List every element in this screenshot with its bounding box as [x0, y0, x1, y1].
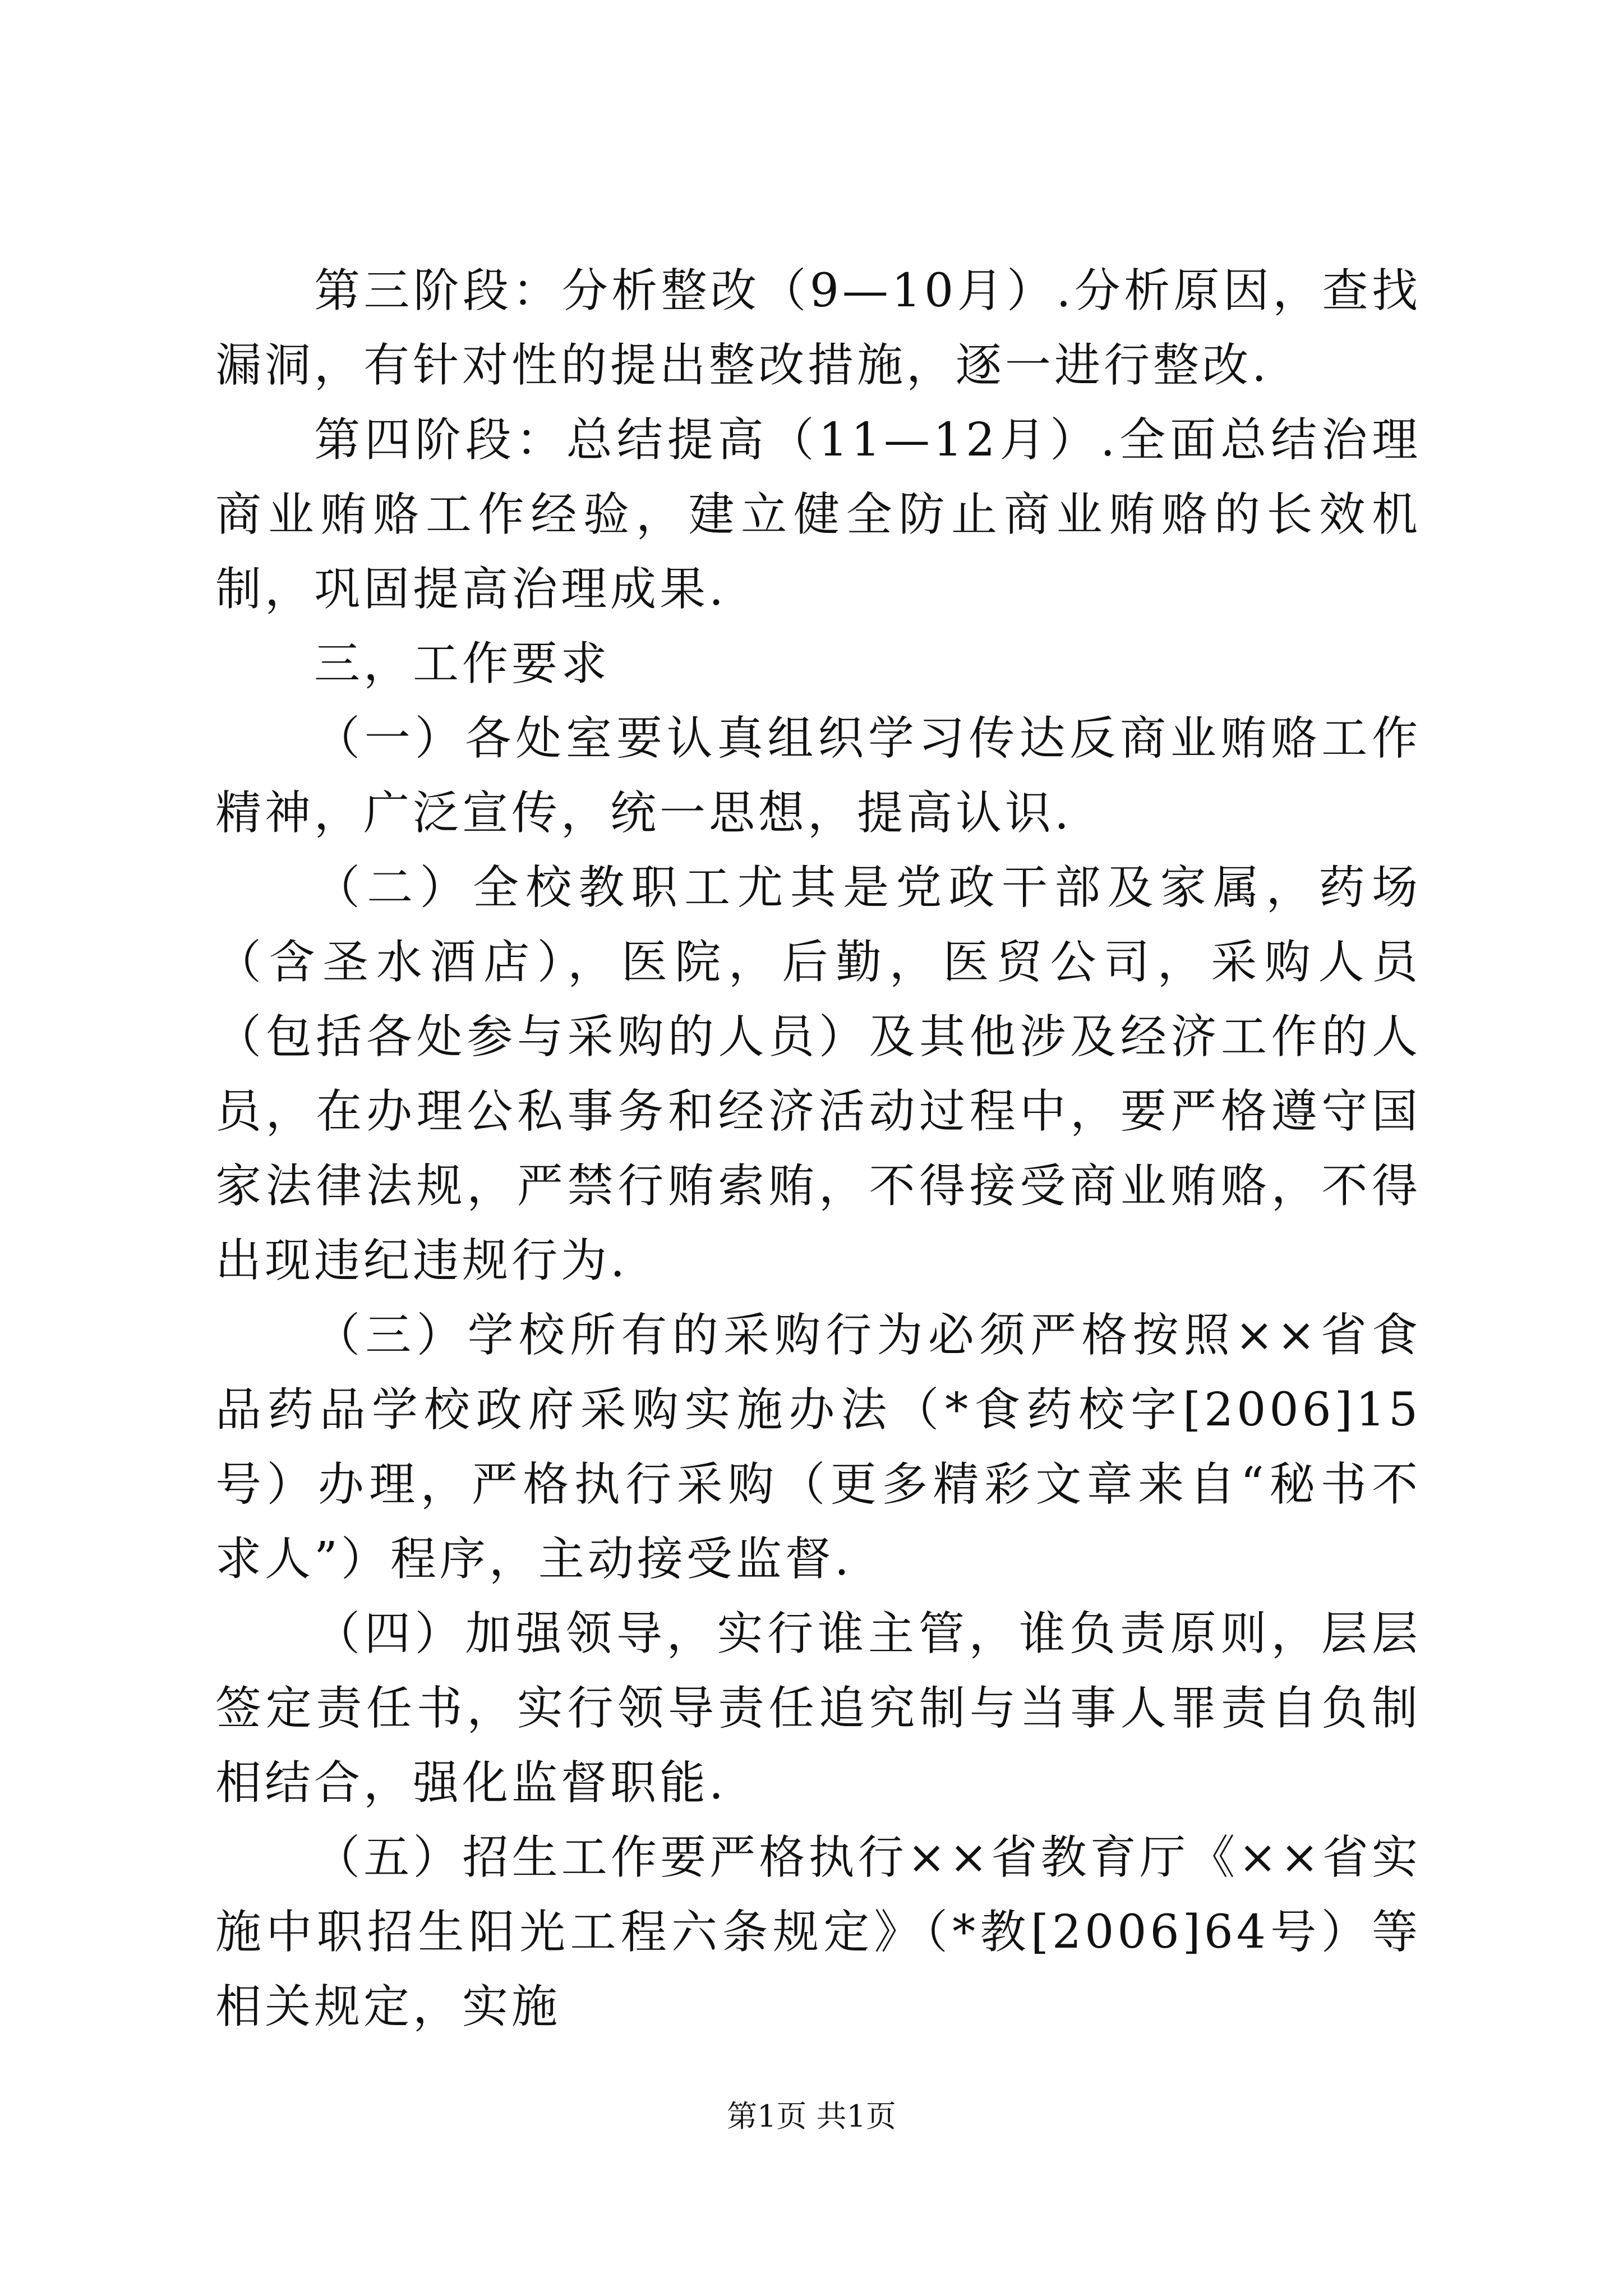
- page-number-footer: 第1页 共1页: [727, 2099, 896, 2134]
- section-heading-work-requirements: 三，工作要求: [314, 637, 611, 691]
- paragraph-requirement-two: （二）全校教职工尤其是党政干部及家属，药场（含圣水酒店），医院，后勤，医贸公司，采购人员（包括各处参与采购的人员）及其他涉及经济工作的人员，在办理公私事务和经济活动过程中，要严格遵守国家法律法规，严禁行贿索贿，不得接受商业贿赂，不得出现违纪违规行为.: [215, 861, 1421, 1287]
- paragraph-stage-four: 第四阶段：总结提高（11—12月）.全面总结治理商业贿赂工作经验，建立健全防止商业贿赂的长效机制，巩固提高治理成果.: [215, 413, 1421, 616]
- paragraph-stage-three: 第三阶段：分析整改（9—10月）.分析原因，查找漏洞，有针对性的提出整改措施，逐一进行整改.: [215, 264, 1421, 392]
- paragraph-requirement-four: （四）加强领导，实行谁主管，谁负责原则，层层签定责任书，实行领导责任追究制与当事人罪责自负制相结合，强化监督职能.: [215, 1607, 1421, 1810]
- document-body: [215, 254, 1421, 2044]
- paragraph-requirement-three: （三）学校所有的采购行为必须严格按照××省食品药品学校政府采购实施办法（*食药校字[2006]15号）办理，严格执行采购（更多精彩文章来自“秘书不求人”）程序，主动接受监督.: [215, 1309, 1421, 1586]
- paragraph-requirement-one: （一）各处室要认真组织学习传达反商业贿赂工作精神，广泛宣传，统一思想，提高认识.: [215, 712, 1421, 840]
- paragraph-requirement-five: （五）招生工作要严格执行××省教育厅《××省实施中职招生阳光工程六条规定》（*教[2006]64号）等相关规定，实施: [215, 1831, 1421, 2033]
